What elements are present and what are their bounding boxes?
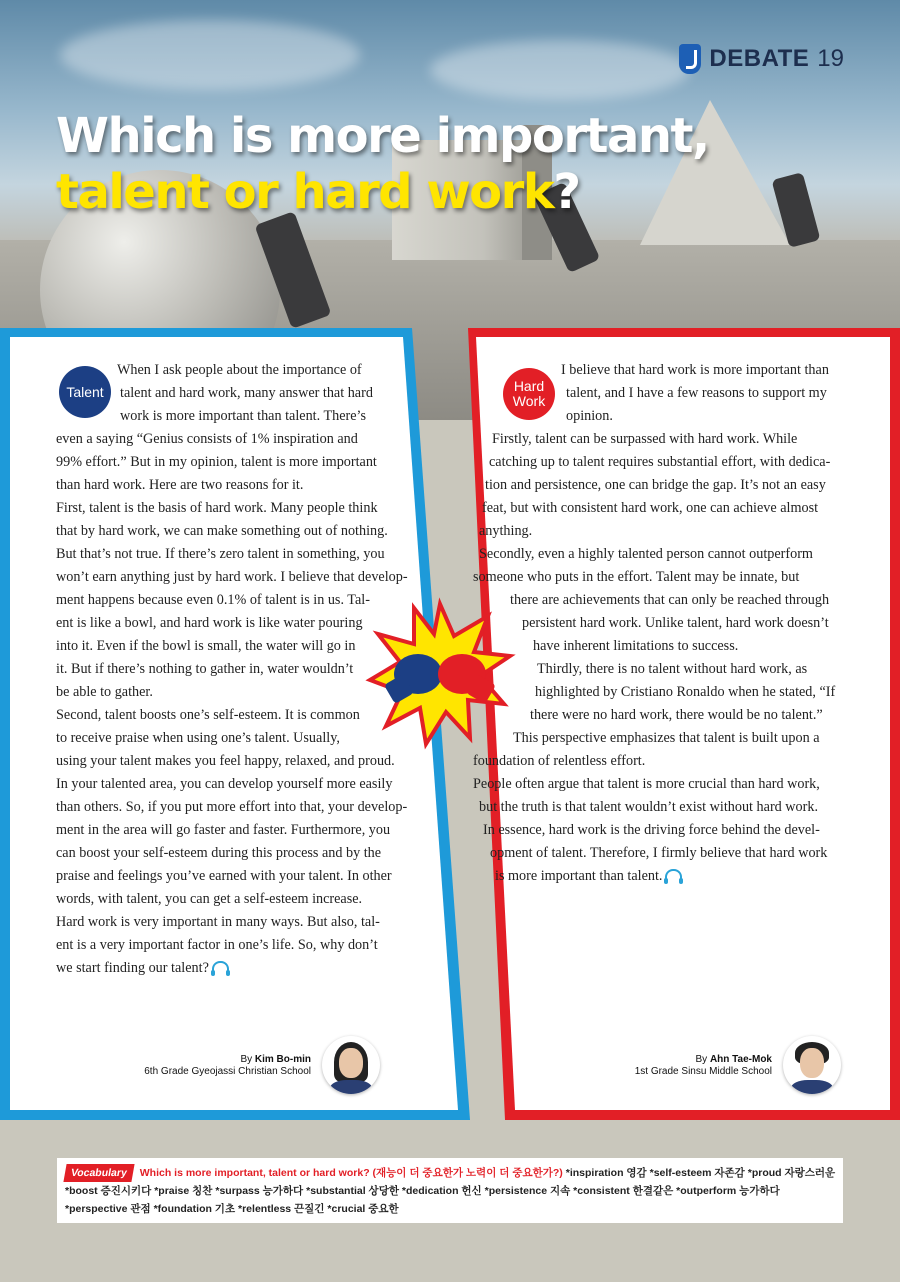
essay-line: praise and feelings you’ve earned with your talent. In other <box>56 868 392 884</box>
essay-line: is more important than talent. <box>495 868 682 885</box>
essay-line: someone who puts in the effort. Talent may be innate, but <box>473 569 800 585</box>
essay-line: using your talent makes you feel happy, relaxed, and proud. <box>56 753 395 769</box>
vocabulary-box <box>57 1158 843 1223</box>
essay-line: ent is a very important factor in one’s life. So, why don’t <box>56 937 378 953</box>
essay-line: Second, talent boosts one’s self-esteem. It is common <box>56 707 360 723</box>
essay-line: it. But if there’s nothing to gather in, water wouldn’t <box>56 661 354 677</box>
article-title <box>56 108 709 220</box>
author-school: 6th Grade Gyeojassi Christian School <box>144 1066 311 1077</box>
essay-line: First, talent is the basis of hard work. Many people think <box>56 500 378 516</box>
author-name: Kim Bo-min <box>254 1054 311 1065</box>
section-label: DEBATE <box>709 45 810 72</box>
essay-line: to receive praise when using one’s talent. Usually, <box>56 730 340 746</box>
essay-line: ent is like a bowl, and hard work is like water pouring <box>56 615 363 631</box>
essay-line: have inherent limitations to success. <box>533 638 739 654</box>
essay-line: tion and persistence, one can bridge the gap. It’s not an easy <box>485 477 826 493</box>
avatar <box>783 1036 841 1094</box>
hard-work-badge-line-1: Hard <box>513 378 545 394</box>
page-number: 19 <box>817 45 844 72</box>
title-line-1: Which is more important, <box>56 108 709 164</box>
essay-line: talent and hard work, many answer that hard <box>120 385 373 401</box>
essay-line: highlighted by Cristiano Ronaldo when he stated, “If <box>535 684 836 700</box>
essay-line: that by hard work, we can make something out of nothing. <box>56 523 388 539</box>
essay-line: In essence, hard work is the driving force behind the devel- <box>483 822 820 838</box>
cloud <box>60 20 360 90</box>
essay-line: there are achievements that can only be reached through <box>510 592 830 608</box>
essay-line: opinion. <box>566 408 613 424</box>
page-header <box>679 44 844 74</box>
essay-line: into it. Even if the bowl is small, the water will go in <box>56 638 356 654</box>
essay-line: than others. So, if you put more effort into that, your develop- <box>56 799 408 815</box>
talent-badge: Talent <box>59 366 111 418</box>
essay-line: feat, but with consistent hard work, one can achieve almost <box>482 500 819 516</box>
essay-line: opment of talent. Therefore, I firmly believe that hard work <box>490 845 828 861</box>
essay-line: This perspective emphasizes that talent is built upon a <box>513 730 820 746</box>
essay-line: In your talented area, you can develop yourself more easily <box>56 776 393 792</box>
essay-line: foundation of relentless effort. <box>473 753 646 769</box>
essay-line: anything. <box>479 523 533 539</box>
hard-work-badge-line-2: Work <box>512 393 546 409</box>
essay-line: work is more important than talent. There’s <box>120 408 366 424</box>
essay-line: ment in the area will go faster and faster. Furthermore, you <box>56 822 391 838</box>
essay-line: catching up to talent requires substantial effort, with dedica- <box>489 454 831 470</box>
essay-line: even a saying “Genius consists of 1% inspiration and <box>56 431 358 447</box>
title-line-2: talent or hard work <box>56 164 554 220</box>
avatar <box>322 1036 380 1094</box>
essay-line: Firstly, talent can be surpassed with hard work. While <box>492 431 798 447</box>
essay-line: 99% effort.” But in my opinion, talent is more important <box>56 454 377 470</box>
byline-prefix: By <box>695 1054 708 1065</box>
author-name: Ahn Tae-Mok <box>709 1054 772 1065</box>
essay-line: ment happens because even 0.1% of talent is in us. Tal- <box>56 592 370 608</box>
essay-line: there were no hard work, there would be no talent.” <box>530 707 823 723</box>
essay-line: I believe that hard work is more important than <box>561 362 829 378</box>
hard-work-badge <box>503 368 555 420</box>
headphones-icon[interactable] <box>665 869 682 881</box>
essay-line: but the truth is that talent wouldn’t exist without hard work. <box>479 799 819 815</box>
logo-icon <box>679 44 701 74</box>
hard-work-byline <box>635 1054 772 1078</box>
essay-line: we start finding our talent? <box>56 960 229 977</box>
talent-byline <box>144 1054 311 1078</box>
essay-line: Secondly, even a highly talented person cannot outperform <box>479 546 813 562</box>
essay-line: words, with talent, you can get a self-esteem increase. <box>56 891 363 907</box>
essay-line: Thirdly, there is no talent without hard work, as <box>537 661 808 677</box>
vocabulary-tag: Vocabulary <box>63 1164 134 1182</box>
essay-line: talent, and I have a few reasons to support my <box>566 385 827 401</box>
title-question-mark: ? <box>553 164 580 220</box>
author-school: 1st Grade Sinsu Middle School <box>634 1066 772 1077</box>
essay-line: But that’s not true. If there’s zero talent in something, you <box>56 546 385 562</box>
headphones-icon[interactable] <box>212 961 229 973</box>
essay-line: Hard work is very important in many ways. But also, tal- <box>56 914 380 930</box>
vocabulary-text <box>65 1164 839 1218</box>
vocabulary-terms: *inspiration 영감 *self-esteem 자존감 *proud 자랑스러운 *boost 증진시키다 *praise 칭찬 *surpass 능가하다 *substantial 상당한 *dedication 헌신 *persistence 지속 *consistent 한결같은 *outperform 능가하다 *perspective 관점 *foundation 기초 *relentless 끈질긴 *crucial 중요한 <box>65 1167 836 1215</box>
essay-line: People often argue that talent is more crucial than hard work, <box>473 776 820 792</box>
byline-prefix: By <box>240 1054 253 1065</box>
essay-line: be able to gather. <box>56 684 153 700</box>
essay-line: When I ask people about the importance of <box>117 362 362 378</box>
essay-line: persistent hard work. Unlike talent, hard work doesn’t <box>522 615 829 631</box>
essay-line: than hard work. Here are two reasons for it. <box>56 477 304 493</box>
vocabulary-question: Which is more important, talent or hard work? (재능이 더 중요한가 노력이 더 중요한가?) <box>139 1167 563 1179</box>
essay-line: can boost your self-esteem during this process and by the <box>56 845 382 861</box>
essay-line: won’t earn anything just by hard work. I believe that develop- <box>56 569 408 585</box>
cloud <box>430 40 690 100</box>
